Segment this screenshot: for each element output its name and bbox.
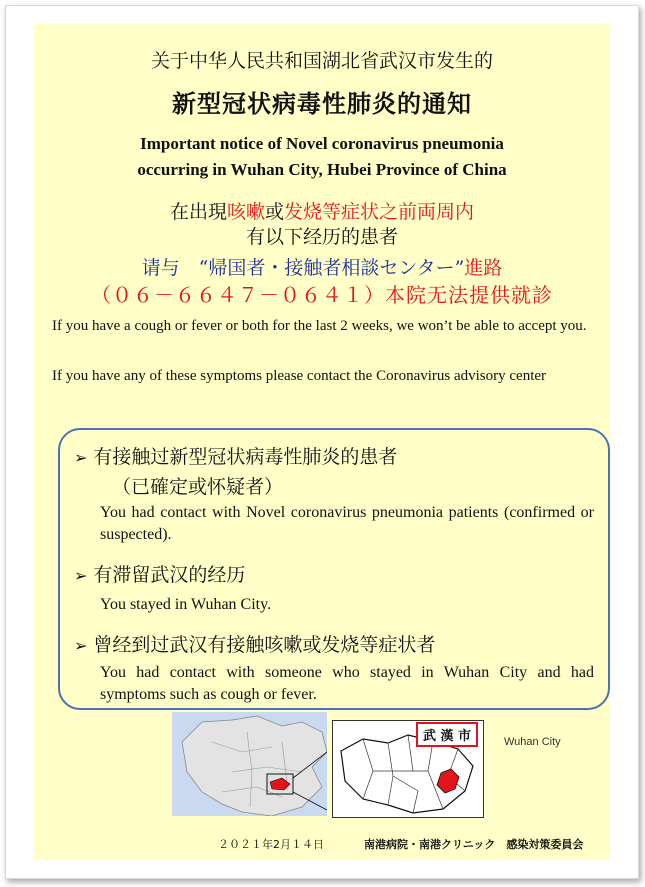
title-line-1: 关于中华人民共和国湖北省武汉市发生的 [150,50,493,72]
arrow-bullet-icon: ➢ [74,636,88,655]
conditions-box [58,428,610,710]
condition-1-heading [74,442,397,469]
notice-fever-period: 发烧等症状之前両周内 [284,201,475,223]
notice-cough: 咳嗽 [226,201,265,223]
condition-1-english: You had contact with Novel coronavirus pneumonia patients (confirmed or suspected). [100,504,594,543]
notice-contact-center: 请与 “帰国者・接触者相談センター” [141,257,465,279]
condition-1-sub: （已確定或怀疑者） [112,476,284,498]
title-line-2: 新型冠状病毒性肺炎的通知 [172,89,472,118]
footer-organization: 南港病院・南港クリニック 感染対策委員会 [364,838,584,851]
notice-phone-line: （０６－６６４７－０６４１）本院无法提供就診 [91,283,553,307]
notice-line-1 [34,197,610,224]
condition-2-english: You stayed in Wuhan City. [100,596,272,613]
notice-panel [34,24,610,860]
english-paragraph-1: If you have a cough or fever or both for the last 2 weeks, we won’t be able to accept you. [52,318,587,334]
notice-page [5,5,639,879]
arrow-bullet-icon: ➢ [74,448,88,467]
footer-date: ２０２１年2月１４日 [218,838,324,851]
condition-3-english: You had contact with someone who stayed in Wuhan City and had symptoms such as cough or fever. [100,664,594,703]
notice-line-1-c: 或 [265,201,285,223]
wuhan-map-figure [172,712,492,816]
notice-line-2: 有以下经历的患者 [245,226,398,248]
condition-3-heading [74,630,435,657]
china-map-icon [172,712,327,816]
arrow-bullet-icon: ➢ [74,566,88,585]
notice-line-3 [34,253,610,280]
map-caption: Wuhan City [504,736,561,748]
english-title-line-2: occurring in Wuhan City, Hubei Province of China [137,160,507,179]
english-paragraph-2: If you have any of these symptoms please contact the Coronavirus advisory center [52,368,547,384]
china-map [172,712,327,816]
notice-contact-verb: 進路 [464,257,503,279]
wuhan-map-label: 武 漢 市 [416,722,478,747]
condition-2-heading [74,560,245,587]
condition-3-text: 曾经到过武汉有接触咳嗽或发烧等症状者 [93,634,436,656]
english-title-line-1: Important notice of Novel coronavirus pneumonia [140,134,504,153]
notice-line-1-a: 在出現 [169,201,227,223]
condition-2-text: 有滞留武汉的经历 [93,564,246,586]
condition-1-text: 有接触过新型冠状病毒性肺炎的患者 [93,446,398,468]
